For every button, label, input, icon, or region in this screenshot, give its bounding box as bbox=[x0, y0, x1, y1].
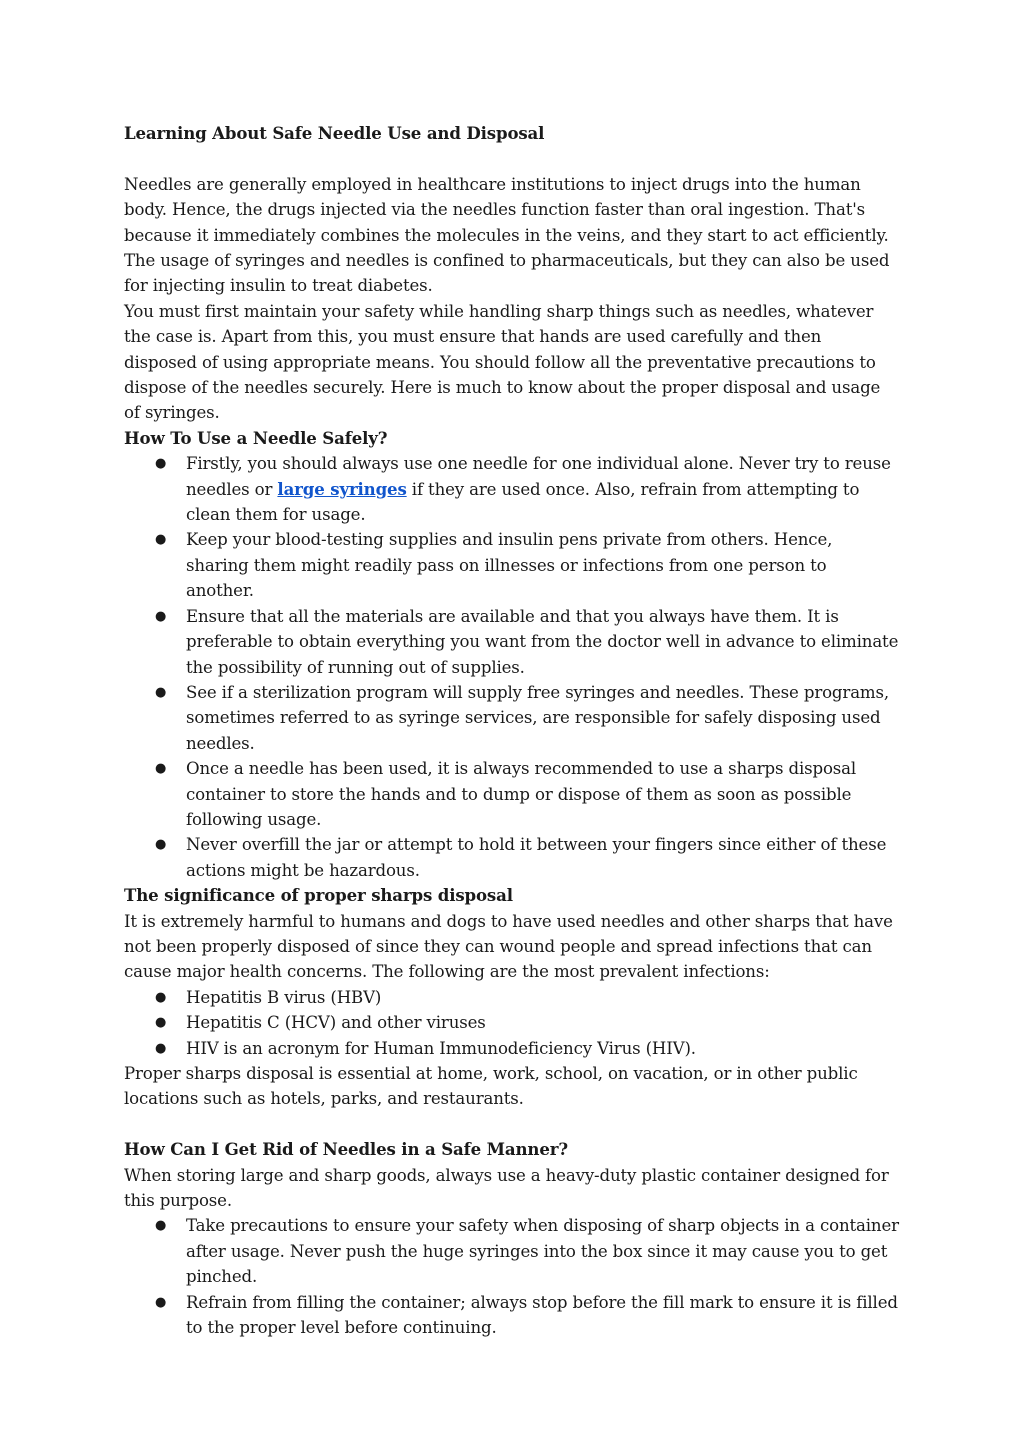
bullet-icon: ● bbox=[155, 837, 167, 853]
large-syringes-link[interactable]: large syringes bbox=[277, 478, 407, 499]
list-item-text: HIV is an acronym for Human Immunodeficiency Virus (HIV). bbox=[186, 1038, 696, 1058]
bullet-icon: ● bbox=[155, 989, 167, 1005]
list-item-text: Firstly, you should always use one needle for one individual alone. Never try to reuse needles or bbox=[186, 454, 891, 499]
list-item bbox=[124, 604, 899, 680]
section-heading-use-safely: How To Use a Needle Safely? bbox=[124, 427, 388, 448]
significance-paragraph: It is extremely harmful to humans and dogs to have used needles and other sharps that have not been properly disposed of since they can wound people and spread infections that can cause major health concerns. The following are the most prevalent infections: bbox=[124, 911, 893, 982]
list-item-text: Ensure that all the materials are available and that you always have them. It is preferable to obtain everything you want from the doctor well in advance to eliminate the possibility of running out of supplies. bbox=[186, 606, 899, 677]
document-page bbox=[124, 121, 899, 1340]
list-item bbox=[124, 1036, 899, 1061]
list-item bbox=[124, 756, 899, 832]
bullet-icon: ● bbox=[155, 1218, 167, 1234]
list-item bbox=[124, 451, 899, 527]
bullet-icon: ● bbox=[155, 456, 167, 472]
blank-line bbox=[124, 1112, 899, 1137]
document-title: Learning About Safe Needle Use and Disposal bbox=[124, 123, 545, 143]
significance-closing-paragraph: Proper sharps disposal is essential at home, work, school, on vacation, or in other public locations such as hotels, parks, and restaurants. bbox=[124, 1064, 858, 1109]
list-item bbox=[124, 1010, 899, 1035]
bullet-icon: ● bbox=[155, 532, 167, 548]
list-item-text: Once a needle has been used, it is always recommended to use a sharps disposal container to store the hands and to dump or dispose of them as soon as possible following usage. bbox=[186, 759, 857, 829]
intro-paragraph-1: Needles are generally employed in healthcare institutions to inject drugs into the human body. Hence, the drugs injected via the needles function faster than oral ingestion. That's because it immediately combines the molecules in the veins, and they start to act efficiently. The usage of syringes and needles is confined to pharmaceuticals, but they can also be used for injecting insulin to treat diabetes. bbox=[124, 174, 890, 296]
list-item bbox=[124, 832, 899, 883]
bullet-icon: ● bbox=[155, 608, 167, 624]
bullet-icon: ● bbox=[155, 1040, 167, 1056]
list-item-text: See if a sterilization program will supply free syringes and needles. These programs, sometimes referred to as syringe services, are responsible for safely disposing used needles. bbox=[186, 682, 890, 753]
intro-paragraph-2: You must first maintain your safety while handling sharp things such as needles, whatever the case is. Apart from this, you must ensure that hands are used carefully and then disposed of using appropriate means. You should follow all the preventative precautions to dispose of the needles securely. Here is much to know about the proper disposal and usage of syringes. bbox=[124, 301, 881, 423]
section-heading-significance: The significance of proper sharps disposal bbox=[124, 885, 513, 906]
list-item bbox=[124, 1290, 899, 1341]
list-item-text: Hepatitis C (HCV) and other viruses bbox=[186, 1013, 486, 1033]
list-item-text: Take precautions to ensure your safety when disposing of sharp objects in a container after usage. Never push the huge syringes into the box since it may cause you to get pinched. bbox=[186, 1216, 899, 1287]
list-item bbox=[124, 680, 899, 756]
list-item-text: Hepatitis B virus (HBV) bbox=[186, 987, 382, 1007]
bullet-icon: ● bbox=[155, 1015, 167, 1031]
blank-line bbox=[124, 146, 899, 171]
list-item-text: Refrain from filling the container; always stop before the fill mark to ensure it is filled to the proper level before continuing. bbox=[186, 1292, 898, 1338]
list-item-text: if they are used once. Also, refrain from attempting to clean them for usage. bbox=[186, 479, 860, 525]
get-rid-list bbox=[124, 1213, 899, 1340]
bullet-icon: ● bbox=[155, 761, 167, 777]
get-rid-paragraph: When storing large and sharp goods, always use a heavy-duty plastic container designed for this purpose. bbox=[124, 1165, 889, 1211]
section-heading-get-rid: How Can I Get Rid of Needles in a Safe Manner? bbox=[124, 1139, 568, 1160]
list-item-text: Never overfill the jar or attempt to hold it between your fingers since either of these actions might be hazardous. bbox=[186, 835, 887, 880]
list-item-text: Keep your blood-testing supplies and insulin pens private from others. Hence, sharing them might readily pass on illnesses or infections from one person to another. bbox=[186, 530, 833, 601]
use-safely-list bbox=[124, 451, 899, 883]
list-item bbox=[124, 527, 899, 603]
bullet-icon: ● bbox=[155, 1294, 167, 1310]
list-item bbox=[124, 1213, 899, 1289]
infections-list bbox=[124, 985, 899, 1061]
list-item bbox=[124, 985, 899, 1010]
bullet-icon: ● bbox=[155, 684, 167, 700]
